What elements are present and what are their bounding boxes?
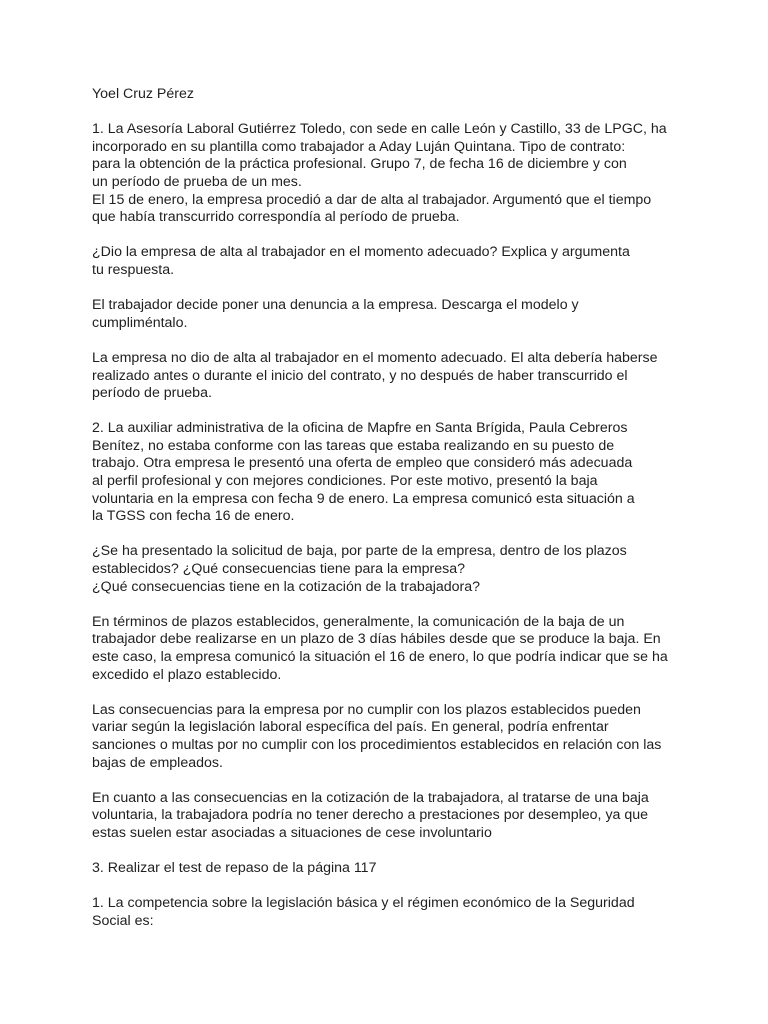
text-line: En cuanto a las consecuencias en la cotización de la trabajadora, al tratarse de una baja xyxy=(92,789,649,806)
question-2-answer-contribution xyxy=(92,790,692,843)
author-name xyxy=(92,86,692,104)
text-line: Yoel Cruz Pérez xyxy=(92,86,194,102)
text-line: Social es: xyxy=(92,912,154,929)
question-3-statement xyxy=(92,860,692,878)
text-line: trabajo. Otra empresa le presentó una oferta de empleo que consideró más adecuada xyxy=(92,455,633,472)
text-line: ¿Qué consecuencias tiene en la cotización de la trabajadora? xyxy=(92,578,481,595)
text-line: tu respuesta. xyxy=(92,261,175,278)
text-line: trabajador debe realizarse en un plazo de 3 días hábiles desde que se produce la baja. En xyxy=(92,631,661,648)
text-line: voluntaria, la trabajadora podría no tener derecho a prestaciones por desempleo, ya que xyxy=(92,807,649,824)
text-line: La empresa no dio de alta al trabajador en el momento adecuado. El alta debería haberse xyxy=(92,349,658,366)
text-line: bajas de empleados. xyxy=(92,754,223,771)
text-line: al perfil profesional y con mejores condiciones. Por este motivo, presentó la baja xyxy=(92,473,598,490)
text-line: variar según la legislación laboral específica del país. En general, podría enfrentar xyxy=(92,719,609,736)
text-line: 1. La Asesoría Laboral Gutiérrez Toledo, con sede en calle León y Castillo, 33 de LPGC, ha xyxy=(92,121,667,138)
question-1-answer xyxy=(92,350,692,403)
text-line: la TGSS con fecha 16 de enero. xyxy=(92,508,295,525)
text-line: ¿Se ha presentado la solicitud de baja, por parte de la empresa, dentro de los plazos xyxy=(92,543,627,560)
question-1-statement xyxy=(92,121,692,227)
text-line: realizado antes o durante el inicio del contrato, y no después de haber transcurrido el xyxy=(92,367,628,384)
text-line: Las consecuencias para la empresa por no cumplir con los plazos establecidos pueden xyxy=(92,701,641,718)
question-2-statement xyxy=(92,420,692,526)
text-line: un período de prueba de un mes. xyxy=(92,173,302,190)
text-line: El 15 de enero, la empresa procedió a dar de alta al trabajador. Argumentó que el tiempo xyxy=(92,191,652,208)
text-line: incorporado en su plantilla como trabajador a Aday Luján Quintana. Tipo de contrato: xyxy=(92,138,626,155)
question-2-prompt xyxy=(92,543,692,596)
text-line: Benítez, no estaba conforme con las tareas que estaba realizando en su puesto de xyxy=(92,437,615,454)
text-line: sanciones o multas por no cumplir con los procedimientos establecidos en relación con las xyxy=(92,736,662,753)
text-line: para la obtención de la práctica profesional. Grupo 7, de fecha 16 de diciembre y con xyxy=(92,156,627,173)
question-1-complaint xyxy=(92,297,692,332)
question-3-item-1 xyxy=(92,895,692,930)
text-line: excedido el plazo establecido. xyxy=(92,666,282,683)
question-2-answer-consequences xyxy=(92,702,692,772)
question-1-prompt xyxy=(92,244,692,279)
text-line: El trabajador decide poner una denuncia a la empresa. Descarga el modelo y xyxy=(92,297,579,314)
text-line: En términos de plazos establecidos, generalmente, la comunicación de la baja de un xyxy=(92,613,625,630)
text-line: estas suelen estar asociadas a situaciones de cese involuntario xyxy=(92,824,492,841)
text-line: período de prueba. xyxy=(92,385,212,402)
question-2-answer-deadline xyxy=(92,614,692,684)
text-line: este caso, la empresa comunicó la situación el 16 de enero, lo que podría indicar que se ha xyxy=(92,649,668,665)
text-line: cumpliméntalo. xyxy=(92,314,188,331)
text-line: establecidos? ¿Qué consecuencias tiene para la empresa? xyxy=(92,561,466,578)
text-line: voluntaria en la empresa con fecha 9 de enero. La empresa comunicó esta situación a xyxy=(92,490,635,507)
text-line: ¿Dio la empresa de alta al trabajador en el momento adecuado? Explica y argumenta xyxy=(92,244,630,261)
text-line: 3. Realizar el test de repaso de la página 117 xyxy=(92,860,377,877)
document-body xyxy=(92,86,692,948)
text-line: que había transcurrido correspondía al período de prueba. xyxy=(92,209,460,226)
text-line: 2. La auxiliar administrativa de la oficina de Mapfre en Santa Brígida, Paula Cebreros xyxy=(92,420,628,437)
text-line: 1. La competencia sobre la legislación básica y el régimen económico de la Seguridad xyxy=(92,895,635,912)
